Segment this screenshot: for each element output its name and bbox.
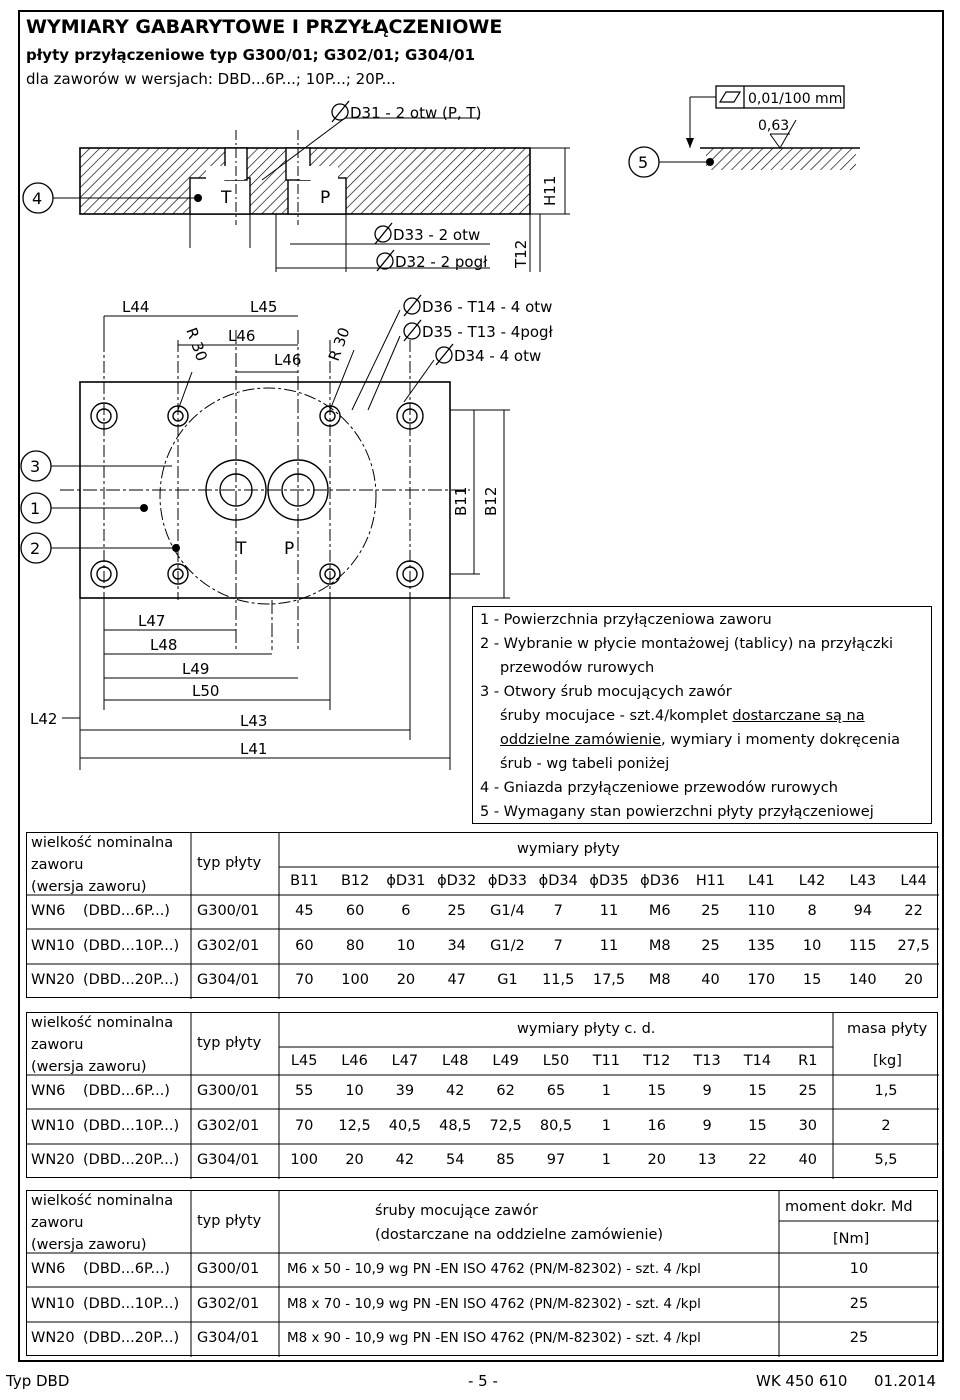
table2-row-version: (DBD...10P...) bbox=[83, 1118, 180, 1134]
table1-column-header: H11 bbox=[695, 873, 726, 889]
label-l46b: L46 bbox=[274, 351, 302, 369]
table-dimensions-1 bbox=[26, 832, 938, 998]
callout-3: 3 bbox=[30, 457, 41, 476]
table3-row-version: (DBD...6P...) bbox=[83, 1261, 170, 1277]
table3-screw-label: śruby mocujące zawór bbox=[375, 1203, 538, 1219]
table1-cell: 115 bbox=[848, 938, 877, 954]
table3-torque: 25 bbox=[849, 1330, 869, 1346]
table2-cell: 15 bbox=[748, 1083, 767, 1099]
label-l42: L42 bbox=[30, 710, 58, 728]
table1-cell: 135 bbox=[747, 938, 776, 954]
table2-cell: 13 bbox=[697, 1152, 717, 1168]
table1-column-header: ϕD31 bbox=[386, 873, 426, 889]
page-title: WYMIARY GABARYTOWE I PRZYŁĄCZENIOWE bbox=[26, 16, 503, 38]
label-l43: L43 bbox=[240, 712, 268, 730]
flatness-value: 0,01/100 mm bbox=[748, 91, 843, 107]
table3-size-label-3: (wersja zaworu) bbox=[31, 1237, 147, 1253]
table1-cell: 100 bbox=[341, 972, 369, 988]
table1-cell: 170 bbox=[747, 972, 776, 988]
table2-column-header: T12 bbox=[643, 1053, 671, 1069]
label-b11: B11 bbox=[452, 486, 470, 516]
callout-4: 4 bbox=[32, 189, 43, 208]
table2-row-size: WN10 bbox=[31, 1118, 75, 1134]
table2-mass-cell: 1,5 bbox=[874, 1083, 898, 1099]
label-l47: L47 bbox=[138, 612, 166, 630]
table1-column-header: ϕD36 bbox=[640, 873, 680, 889]
table1-column-header: L44 bbox=[900, 873, 927, 889]
table2-size-label: wielkość nominalna bbox=[31, 1015, 174, 1031]
label-l46a: L46 bbox=[228, 327, 256, 345]
roughness-value: 0,63 bbox=[758, 118, 790, 134]
table1-size-label: wielkość nominalna bbox=[31, 835, 174, 851]
table2-mass-cell: 2 bbox=[881, 1118, 891, 1134]
table1-cell: 11,5 bbox=[542, 972, 575, 988]
label-l48: L48 bbox=[150, 636, 178, 654]
table2-row-type: G304/01 bbox=[197, 1152, 260, 1168]
table1-cell: 7 bbox=[553, 903, 563, 919]
table2-row-version: (DBD...6P...) bbox=[83, 1083, 170, 1099]
port-p-top: P bbox=[284, 539, 295, 559]
table2-cell: 9 bbox=[702, 1083, 712, 1099]
table1-column-header: L42 bbox=[798, 873, 826, 889]
table2-column-header: T13 bbox=[693, 1053, 721, 1069]
table3-row-size: WN10 bbox=[31, 1296, 75, 1312]
table1-cell: 110 bbox=[747, 903, 776, 919]
table1-column-header: B11 bbox=[290, 873, 319, 889]
table2-mass-label: masa płyty bbox=[847, 1021, 928, 1037]
table3-row-size: WN6 bbox=[31, 1261, 66, 1277]
footer-date: 01.2014 bbox=[874, 1372, 937, 1390]
callout-2: 2 bbox=[30, 539, 41, 558]
table3-row-type: G302/01 bbox=[197, 1296, 260, 1312]
label-l50: L50 bbox=[192, 682, 220, 700]
table2-cell: 30 bbox=[798, 1118, 818, 1134]
table1-type-label: typ płyty bbox=[197, 855, 262, 871]
table3-screw-note: (dostarczane na oddzielne zamówienie) bbox=[375, 1227, 664, 1243]
table1-row-type: G304/01 bbox=[197, 972, 260, 988]
table3-size-label: wielkość nominalna bbox=[31, 1193, 174, 1209]
table1-cell: 7 bbox=[553, 938, 563, 954]
table1-size-label-3: (wersja zaworu) bbox=[31, 879, 147, 895]
table2-column-header: L50 bbox=[542, 1053, 570, 1069]
table1-column-header: B12 bbox=[340, 873, 370, 889]
label-d35: D35 - T13 - 4pogł bbox=[422, 323, 553, 341]
legend-item-4: 4 - Gniazda przyłączeniowe przewodów rurowych bbox=[480, 780, 838, 796]
table2-cell: 22 bbox=[748, 1152, 767, 1168]
footer-code: WK 450 610 bbox=[756, 1372, 848, 1390]
table2-column-header: L48 bbox=[441, 1053, 469, 1069]
table1-column-header: ϕD32 bbox=[437, 873, 477, 889]
table1-size-label-2: zaworu bbox=[31, 857, 84, 873]
table2-type-label: typ płyty bbox=[197, 1035, 262, 1051]
table1-column-header: L43 bbox=[849, 873, 877, 889]
page-subtitle: płyty przyłączeniowe typ G300/01; G302/01; G304/01 bbox=[26, 46, 476, 64]
table1-cell: 60 bbox=[345, 903, 365, 919]
table1-cell: M8 bbox=[648, 972, 671, 988]
table1-cell: 11 bbox=[599, 938, 619, 954]
label-l45: L45 bbox=[250, 298, 278, 316]
label-r30a: R 30 bbox=[182, 325, 211, 364]
table2-cell: 15 bbox=[647, 1083, 666, 1099]
table1-row-type: G302/01 bbox=[197, 938, 260, 954]
table2-row-version: (DBD...20P...) bbox=[83, 1152, 180, 1168]
table2-row-size: WN20 bbox=[31, 1152, 75, 1168]
port-t-section: T bbox=[221, 188, 232, 208]
label-b12: B12 bbox=[482, 486, 500, 516]
table3-row-version: (DBD...10P...) bbox=[83, 1296, 180, 1312]
label-d31: D31 - 2 otw (P, T) bbox=[350, 104, 482, 122]
table1-cell: 6 bbox=[401, 903, 411, 919]
table1-column-header: L41 bbox=[748, 873, 775, 889]
table2-size-label-2: zaworu bbox=[31, 1037, 84, 1053]
table1-column-header: ϕD33 bbox=[487, 873, 528, 889]
table1-cell: 10 bbox=[802, 938, 822, 954]
table3-screw-spec: M6 x 50 - 10,9 wg PN -EN ISO 4762 (PN/M-82302) - szt. 4 /kpl bbox=[287, 1261, 701, 1277]
table1-row-version: (DBD...6P...) bbox=[83, 903, 170, 919]
legend-item-1: 1 - Powierzchnia przyłączeniowa zaworu bbox=[480, 612, 772, 628]
table2-cell: 40 bbox=[798, 1152, 818, 1168]
table2-cell: 16 bbox=[647, 1118, 666, 1134]
table1-row-version: (DBD...10P...) bbox=[83, 938, 180, 954]
table1-cell: 17,5 bbox=[592, 972, 626, 988]
table2-size-label-3: (wersja zaworu) bbox=[31, 1059, 147, 1075]
table1-cell: 20 bbox=[396, 972, 416, 988]
table3-torque-unit: [Nm] bbox=[833, 1231, 870, 1247]
table2-cell: 85 bbox=[496, 1152, 515, 1168]
table1-cell: 70 bbox=[295, 972, 314, 988]
legend-item-3: 3 - Otwory śrub mocujących zawór bbox=[480, 684, 732, 700]
table1-cell: 60 bbox=[295, 938, 314, 954]
table1-cell: 11 bbox=[599, 903, 619, 919]
table3-screw-spec: M8 x 90 - 10,9 wg PN -EN ISO 4762 (PN/M-82302) - szt. 4 /kpl bbox=[287, 1330, 701, 1346]
table2-cell: 62 bbox=[496, 1083, 515, 1099]
table3-row-type: G304/01 bbox=[197, 1330, 260, 1346]
label-d32: D32 - 2 pogł bbox=[395, 253, 488, 271]
table2-cell: 1 bbox=[601, 1083, 611, 1099]
label-t12: T12 bbox=[512, 239, 530, 268]
table-screws bbox=[26, 1190, 938, 1356]
table2-cell: 65 bbox=[546, 1083, 566, 1099]
table2-cell: 80,5 bbox=[539, 1118, 573, 1134]
table2-cell: 25 bbox=[798, 1083, 818, 1099]
table2-column-header: L47 bbox=[391, 1053, 419, 1069]
table1-column-header: ϕD35 bbox=[589, 873, 629, 889]
table2-cell: 100 bbox=[290, 1152, 319, 1168]
table3-size-label-2: zaworu bbox=[31, 1215, 84, 1231]
legend-item-3b: śruby mocujace - szt.4/komplet dostarczane są na bbox=[500, 708, 865, 724]
table2-row-size: WN6 bbox=[31, 1083, 66, 1099]
table2-cell: 39 bbox=[395, 1083, 415, 1099]
table1-cell: 34 bbox=[447, 938, 466, 954]
table1-cell: G1/4 bbox=[490, 903, 525, 919]
table2-cell: 40,5 bbox=[388, 1118, 422, 1134]
legend-item-5: 5 - Wymagany stan powierzchni płyty przyłączeniowej bbox=[480, 804, 874, 820]
table2-cell: 70 bbox=[294, 1118, 314, 1134]
label-r30b: R 30 bbox=[324, 324, 354, 364]
table1-row-size: WN20 bbox=[31, 972, 75, 988]
label-l44: L44 bbox=[122, 298, 150, 316]
table1-cell: M6 bbox=[648, 903, 671, 919]
table2-column-header: L49 bbox=[492, 1053, 519, 1069]
table2-cell: 1 bbox=[601, 1118, 611, 1134]
table3-row-size: WN20 bbox=[31, 1330, 75, 1346]
page-subtitle-versions: dla zaworów w wersjach: DBD...6P...; 10P...; 20P... bbox=[26, 70, 396, 88]
table1-cell: 22 bbox=[904, 903, 923, 919]
table3-screw-spec: M8 x 70 - 10,9 wg PN -EN ISO 4762 (PN/M-82302) - szt. 4 /kpl bbox=[287, 1296, 701, 1312]
table2-column-header: L46 bbox=[341, 1053, 368, 1069]
footer-type: Typ DBD bbox=[6, 1372, 70, 1390]
page-number: - 5 - bbox=[468, 1372, 498, 1390]
table3-row-type: G300/01 bbox=[197, 1261, 260, 1277]
section-view bbox=[23, 86, 860, 272]
legend-item-2: 2 - Wybranie w płycie montażowej (tablicy) na przyłączki bbox=[480, 636, 894, 652]
table1-cell: 10 bbox=[396, 938, 416, 954]
table1-cell: 25 bbox=[701, 938, 720, 954]
table2-cell: 42 bbox=[395, 1152, 415, 1168]
table1-cell: 140 bbox=[848, 972, 877, 988]
table2-cell: 1 bbox=[601, 1152, 611, 1168]
table1-cell: 25 bbox=[447, 903, 466, 919]
table1-cell: 80 bbox=[345, 938, 365, 954]
table2-cell: 54 bbox=[446, 1152, 465, 1168]
table1-cell: 15 bbox=[802, 972, 822, 988]
table2-column-header: T14 bbox=[743, 1053, 772, 1069]
table1-cell: 40 bbox=[701, 972, 720, 988]
table2-cell: 97 bbox=[546, 1152, 566, 1168]
table2-column-header: R1 bbox=[798, 1053, 818, 1069]
table-dimensions-2 bbox=[26, 1012, 938, 1178]
table3-torque: 10 bbox=[849, 1261, 869, 1277]
table2-mass-cell: 5,5 bbox=[874, 1152, 898, 1168]
table2-row-type: G302/01 bbox=[197, 1118, 260, 1134]
label-d34: D34 - 4 otw bbox=[454, 347, 542, 365]
callout-1: 1 bbox=[30, 499, 41, 518]
table2-cell: 42 bbox=[446, 1083, 465, 1099]
callout-5: 5 bbox=[638, 153, 649, 172]
table2-cell: 12,5 bbox=[338, 1118, 371, 1134]
table2-column-header: T11 bbox=[592, 1053, 620, 1069]
table1-cell: 20 bbox=[904, 972, 923, 988]
label-d33: D33 - 2 otw bbox=[393, 226, 481, 244]
table1-row-size: WN6 bbox=[31, 903, 66, 919]
table2-cell: 48,5 bbox=[439, 1118, 472, 1134]
table1-cell: G1/2 bbox=[490, 938, 525, 954]
table2-cell: 15 bbox=[748, 1118, 767, 1134]
table2-cell: 20 bbox=[345, 1152, 364, 1168]
table1-cell: 47 bbox=[447, 972, 466, 988]
table1-row-version: (DBD...20P...) bbox=[83, 972, 180, 988]
table3-row-version: (DBD...20P...) bbox=[83, 1330, 180, 1346]
table3-torque: 25 bbox=[849, 1296, 869, 1312]
table3-type-label: typ płyty bbox=[197, 1213, 262, 1229]
table2-cell: 9 bbox=[702, 1118, 712, 1134]
table1-row-size: WN10 bbox=[31, 938, 75, 954]
table2-cell: 20 bbox=[647, 1152, 666, 1168]
table3-torque-label: moment dokr. Md bbox=[785, 1199, 913, 1215]
label-l41: L41 bbox=[240, 740, 268, 758]
legend-item-2b: przewodów rurowych bbox=[500, 660, 655, 676]
table1-cell: G1 bbox=[497, 972, 518, 988]
table2-mass-unit: [kg] bbox=[873, 1053, 902, 1069]
table1-cell: 94 bbox=[853, 903, 873, 919]
table1-cell: 45 bbox=[295, 903, 314, 919]
table1-cell: 8 bbox=[807, 903, 817, 919]
table1-group-label: wymiary płyty bbox=[517, 841, 620, 857]
table1-row-type: G300/01 bbox=[197, 903, 260, 919]
table1-cell: M8 bbox=[648, 938, 671, 954]
port-t-top: T bbox=[236, 539, 247, 559]
label-h11: H11 bbox=[541, 175, 559, 206]
table2-cell: 55 bbox=[294, 1083, 314, 1099]
label-l49: L49 bbox=[182, 660, 210, 678]
table1-column-header: ϕD34 bbox=[538, 873, 578, 889]
table1-cell: 27,5 bbox=[897, 938, 930, 954]
label-d36: D36 - T14 - 4 otw bbox=[422, 298, 553, 316]
table2-group-label: wymiary płyty c. d. bbox=[517, 1021, 656, 1037]
table2-cell: 10 bbox=[345, 1083, 364, 1099]
legend-item-3c: oddzielne zamówienie, wymiary i momenty dokręcenia bbox=[500, 732, 900, 748]
table2-row-type: G300/01 bbox=[197, 1083, 260, 1099]
legend-item-3d: śrub - wg tabeli poniżej bbox=[500, 756, 670, 772]
table2-cell: 72,5 bbox=[489, 1118, 522, 1134]
table1-cell: 25 bbox=[701, 903, 720, 919]
table2-column-header: L45 bbox=[290, 1053, 318, 1069]
port-p-section: P bbox=[320, 188, 331, 208]
